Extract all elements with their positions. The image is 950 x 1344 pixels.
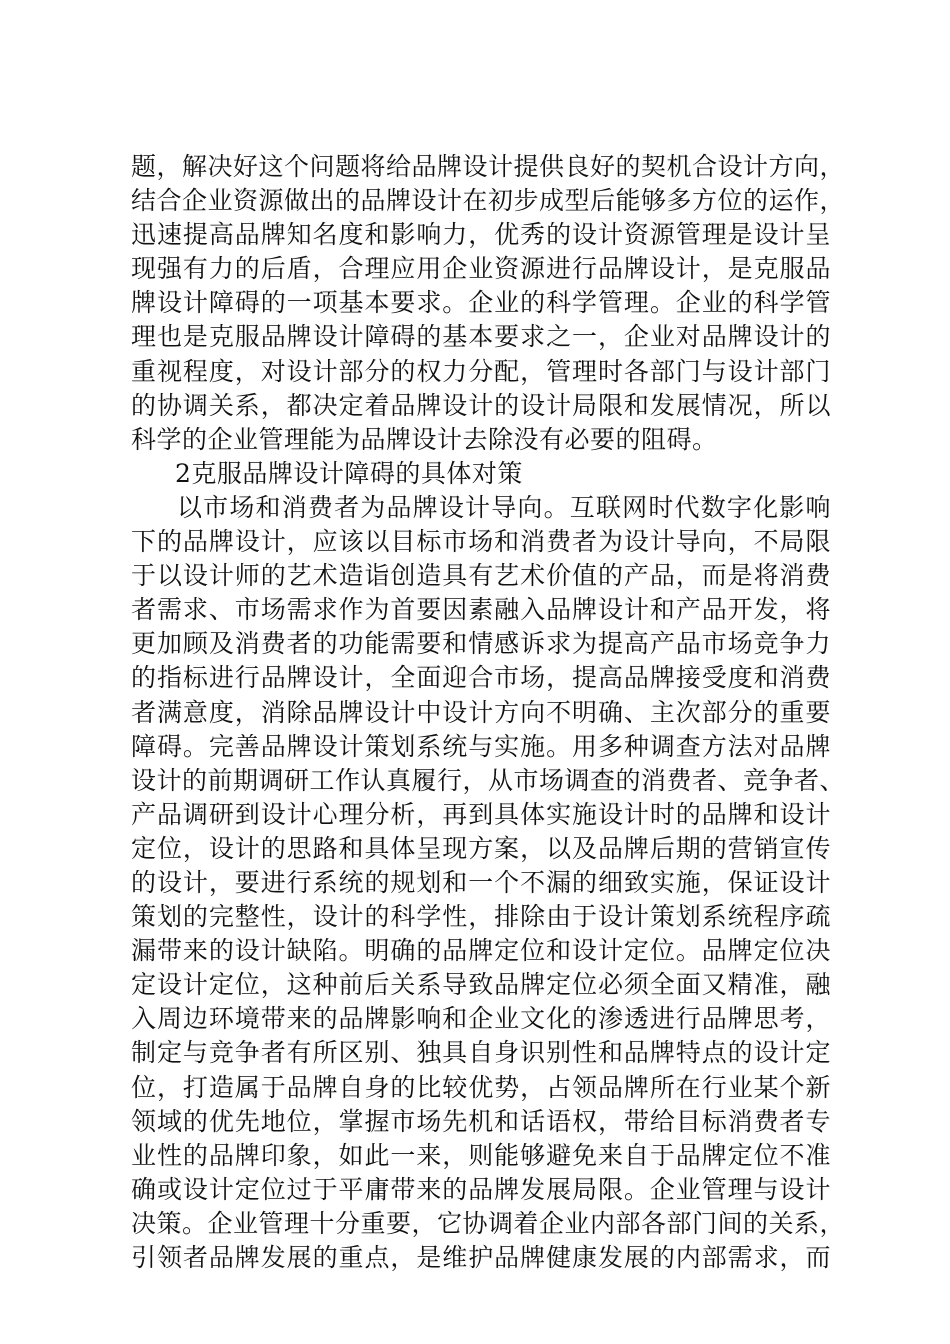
text-line: 的协调关系，都决定着品牌设计的设计局限和发展情况，所以 — [131, 390, 831, 420]
text-line: 产品调研到设计心理分析，再到具体实施设计时的品牌和设计 — [131, 799, 831, 829]
text-line: 迅速提高品牌知名度和影响力，优秀的设计资源管理是设计呈 — [131, 220, 831, 250]
text-line: 题，解决好这个问题将给品牌设计提供良好的契机合设计方向， — [131, 152, 846, 181]
text-line: 定设计定位，这种前后关系导致品牌定位必须全面又精准，融 — [131, 970, 831, 1000]
text-line: 引领者品牌发展的重点，是维护品牌健康发展的内部需求，而 — [131, 1243, 831, 1272]
text-line: 定位，设计的思路和具体呈现方案，以及品牌后期的营销宣传 — [131, 833, 831, 863]
text-line: 确或设计定位过于平庸带来的品牌发展局限。企业管理与设计 — [131, 1174, 831, 1204]
text-line: 漏带来的设计缺陷。明确的品牌定位和设计定位。品牌定位决 — [131, 936, 831, 966]
text-line: 理也是克服品牌设计障碍的基本要求之一，企业对品牌设计的 — [131, 322, 831, 352]
text-line: 决策。企业管理十分重要，它协调着企业内部各部门间的关系， — [131, 1208, 846, 1238]
text-line: 的设计，要进行系统的规划和一个不漏的细致实施，保证设计 — [131, 867, 831, 897]
text-line: 现强有力的后盾，合理应用企业资源进行品牌设计，是克服品 — [131, 254, 831, 284]
text-line: 者需求、市场需求作为首要因素融入品牌设计和产品开发，将 — [131, 595, 831, 625]
text-line: 下的品牌设计，应该以目标市场和消费者为设计导向，不局限 — [131, 527, 831, 557]
text-line: 制定与竞争者有所区别、独具自身识别性和品牌特点的设计定 — [131, 1038, 831, 1068]
paragraph-2 — [131, 491, 846, 1275]
text-line: 更加顾及消费者的功能需要和情感诉求为提高产品市场竞争力 — [131, 629, 831, 659]
text-line: 重视程度，对设计部分的权力分配，管理时各部门与设计部门 — [131, 356, 831, 386]
text-line: 领域的优先地位，掌握市场先机和话语权，带给目标消费者专 — [131, 1106, 831, 1136]
section-heading: 2克服品牌设计障碍的具体对策 — [175, 458, 523, 488]
text-line: 业性的品牌印象，如此一来，则能够避免来自于品牌定位不准 — [131, 1140, 831, 1170]
text-line: 以市场和消费者为品牌设计导向。互联网时代数字化影响 — [177, 492, 831, 522]
document-page — [131, 150, 846, 1275]
text-line: 策划的完整性，设计的科学性，排除由于设计策划系统程序疏 — [131, 902, 831, 932]
paragraph-1 — [131, 150, 846, 457]
text-line: 障碍。完善品牌设计策划系统与实施。用多种调查方法对品牌 — [131, 731, 831, 761]
text-line: 牌设计障碍的一项基本要求。企业的科学管理。企业的科学管 — [131, 288, 831, 318]
text-line: 设计的前期调研工作认真履行，从市场调查的消费者、竞争者、 — [131, 765, 846, 795]
text-line: 者满意度，消除品牌设计中设计方向不明确、主次部分的重要 — [131, 697, 831, 727]
text-line: 入周边环境带来的品牌影响和企业文化的渗透进行品牌思考， — [131, 1004, 831, 1034]
text-line: 结合企业资源做出的品牌设计在初步成型后能够多方位的运作， — [131, 186, 846, 216]
text-line: 的指标进行品牌设计，全面迎合市场，提高品牌接受度和消费 — [131, 663, 831, 693]
text-line: 于以设计师的艺术造诣创造具有艺术价值的产品，而是将消费 — [131, 561, 831, 591]
text-line: 科学的企业管理能为品牌设计去除没有必要的阻碍。 — [131, 424, 718, 454]
text-line: 位，打造属于品牌自身的比较优势，占领品牌所在行业某个新 — [131, 1072, 831, 1102]
